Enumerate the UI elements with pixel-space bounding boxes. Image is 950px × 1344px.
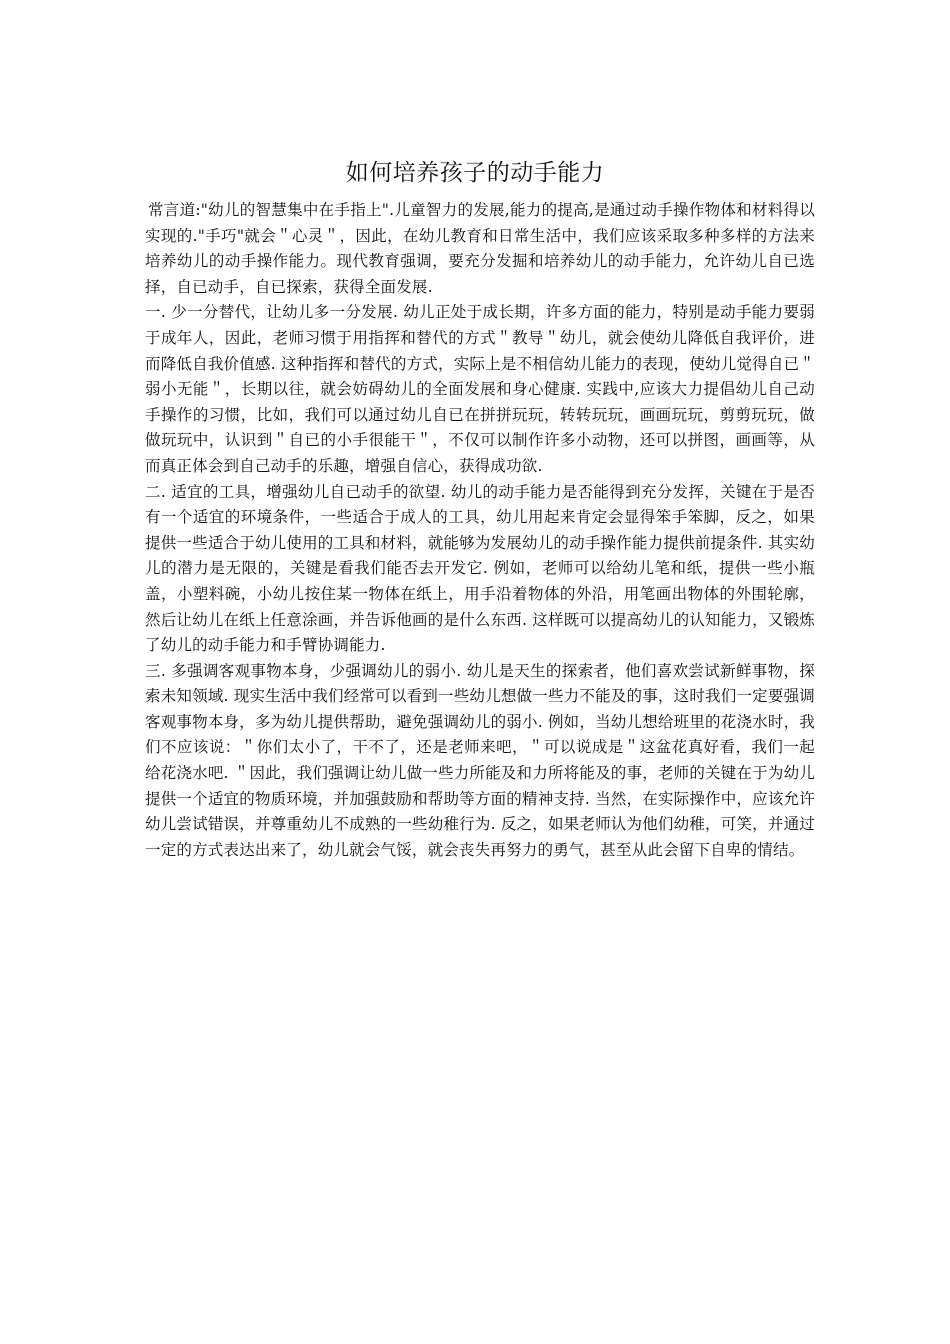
section-two-paragraph: 二. 适宜的工具，增强幼儿自已动手的欲望. 幼儿的动手能力是否能得到充分发挥，关键在于是否有一个适宜的环境条件，一些适合于成人的工具，幼儿用起来肯定会显得笨手笨脚，反之，如果提供一些适合于幼儿使用的工具和材料，就能够为发展幼儿的动手操作能力提供前提条件. 其实幼儿的潜力是无限的，关键是看我们能否去开发它. 例如，老师可以给幼儿笔和纸，提供一些小瓶盖，小塑料碗，小幼儿按住某一物体在纸上，用手沿着物体的外沿，用笔画出物体的外围轮廓，然后让幼儿在纸上任意涂画，并告诉他画的是什么东西. 这样既可以提高幼儿的认知能力，又锻炼了幼儿的动手能力和手臂协调能力. — [145, 482, 815, 655]
section-one-paragraph: 一. 少一分替代，让幼儿多一分发展. 幼儿正处于成长期，许多方面的能力，特别是动手能力要弱于成年人，因此，老师习惯于用指挥和替代的方式＂教导＂幼儿，就会使幼儿降低自我评价，进而降低自我价值感. 这种指挥和替代的方式，实际上是不相信幼儿能力的表现，使幼儿觉得自已＂弱小无能＂，长期以往，就会妨碍幼儿的全面发展和身心健康. 实践中,应该大力提倡幼儿自己动手操作的习惯，比如，我们可以通过幼儿自已在拼拼玩玩，转转玩玩，画画玩玩，剪剪玩玩，做做玩玩中，认识到＂自已的小手很能干＂，不仅可以制作许多小动物，还可以拼图，画画等，从而真正体会到自己动手的乐趣，增强自信心，获得成功欲. — [145, 303, 815, 475]
document-body — [145, 198, 815, 863]
document-title: 如何培养孩子的动手能力 — [345, 160, 605, 186]
intro-paragraph: 常言道:"幼儿的智慧集中在手指上".儿童智力的发展,能力的提高,是通过动手操作物体和材料得以实现的."手巧"就会＂心灵＂，因此，在幼儿教育和日常生活中，我们应该采取多种多样的方法来培养幼儿的动手操作能力。现代教育强调，要充分发掘和培养幼儿的动手能力，允许幼儿自已选择，自已动手，自已探索，获得全面发展. — [145, 201, 815, 296]
section-three-paragraph: 三. 多强调客观事物本身，少强调幼儿的弱小. 幼儿是天生的探索者，他们喜欢尝试新鲜事物，探索未知领域. 现实生活中我们经常可以看到一些幼儿想做一些力不能及的事，这时我们一定要强调客观事物本身，多为幼儿提供帮助，避免强调幼儿的弱小. 例如，当幼儿想给班里的花浇水时，我们不应该说：＂你们太小了，干不了，还是老师来吧，＂可以说成是＂这盆花真好看，我们一起给花浇水吧. ＂因此，我们强调让幼儿做一些力所能及和力所将能及的事，老师的关键在于为幼儿提供一个适宜的物质环境，并加强鼓励和帮助等方面的精神支持. 当然，在实际操作中，应该允许幼儿尝试错误，并尊重幼儿不成熟的一些幼稚行为. 反之，如果老师认为他们幼稚，可笑，并通过一定的方式表达出来了，幼儿就会气馁，就会丧失再努力的勇气，甚至从此会留下自卑的情结。 — [145, 661, 815, 859]
